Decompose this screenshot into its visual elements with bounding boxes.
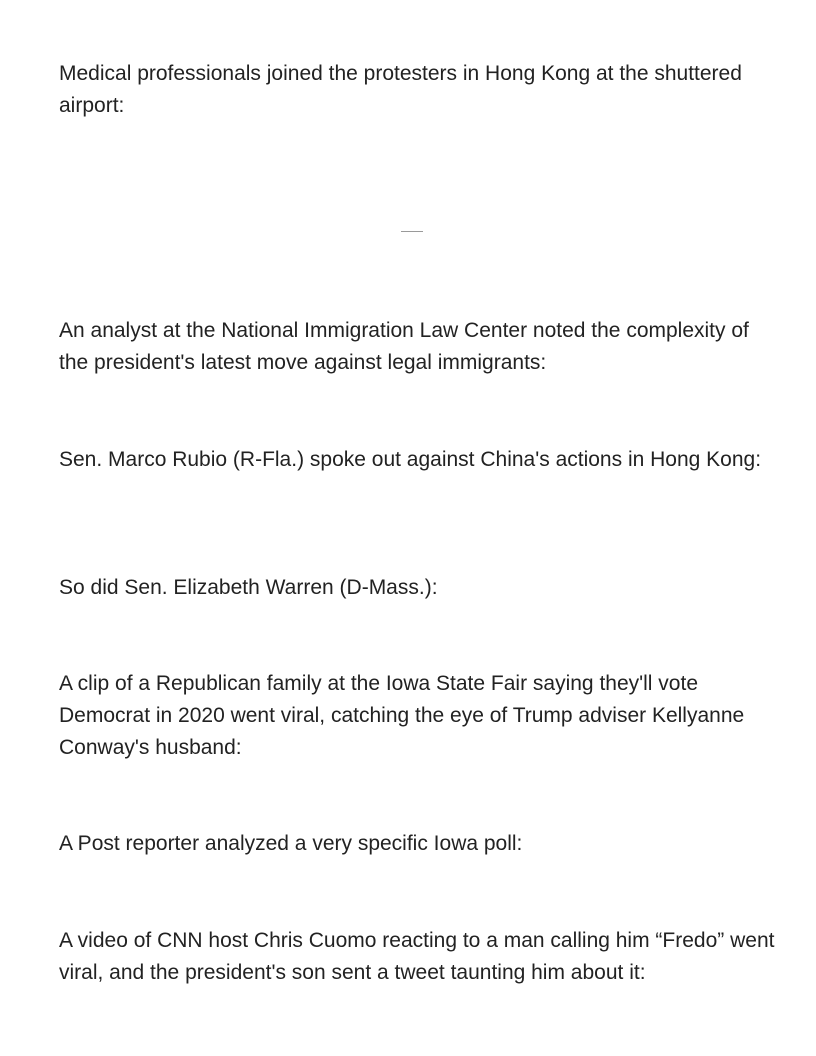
embed-placeholder-divider <box>401 231 423 232</box>
paragraph-immigration-analyst: An analyst at the National Immigration Law Center noted the complexity of the president's latest move against legal immigrants: <box>59 319 749 374</box>
paragraph-rubio: Sen. Marco Rubio (R-Fla.) spoke out against China's actions in Hong Kong: <box>59 448 762 471</box>
paragraph-medical-professionals: Medical professionals joined the protesters in Hong Kong at the shuttered airport: <box>59 62 742 117</box>
paragraph-iowa-poll: A Post reporter analyzed a very specific Iowa poll: <box>59 832 523 855</box>
paragraph-cuomo-video: A video of CNN host Chris Cuomo reacting to a man calling him “Fredo” went viral, and the president's son sent a tweet taunting him about it: <box>59 929 775 984</box>
paragraph-iowa-family-clip: A clip of a Republican family at the Iowa State Fair saying they'll vote Democrat in 2020 went viral, catching the eye of Trump adviser Kellyanne Conway's husband: <box>59 672 745 759</box>
paragraph-warren: So did Sen. Elizabeth Warren (D-Mass.): <box>59 576 438 599</box>
